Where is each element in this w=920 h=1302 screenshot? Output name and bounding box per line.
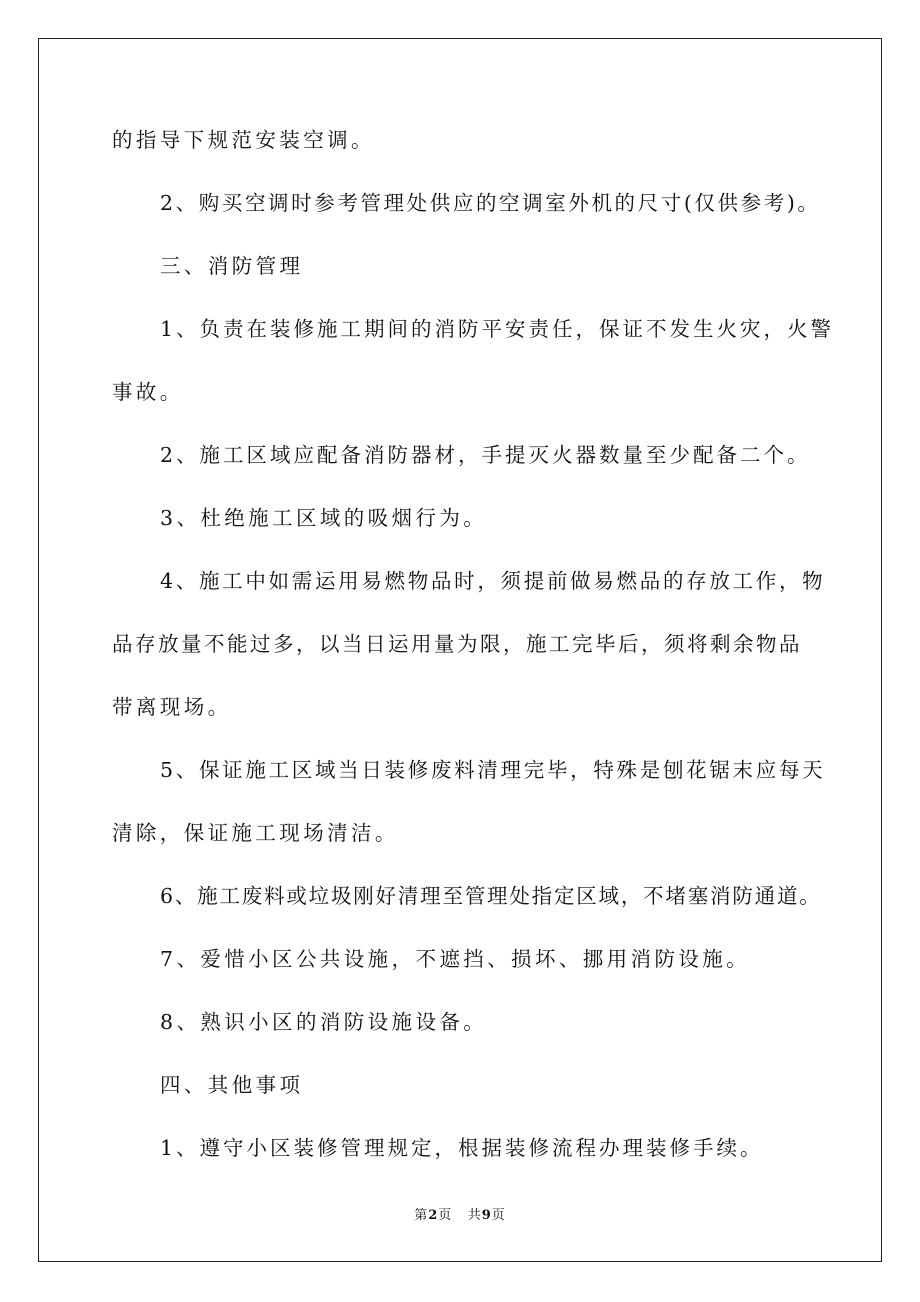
footer-current-page: 2 bbox=[428, 1208, 439, 1223]
text-line: 事故。 bbox=[112, 380, 184, 404]
footer-total-prefix: 共 bbox=[467, 1208, 482, 1223]
text-line: 清除，保证施工现场清洁。 bbox=[112, 821, 399, 845]
text-line: 3、杜绝施工区域的吸烟行为。 bbox=[160, 506, 488, 530]
page-footer bbox=[0, 1206, 920, 1226]
footer-page-unit: 页 bbox=[438, 1208, 453, 1223]
text-line: 5、保证施工区域当日装修废料清理完毕，特殊是刨花锯末应每天 bbox=[160, 758, 826, 782]
footer-total-pages: 9 bbox=[481, 1208, 492, 1223]
text-line: 2、购买空调时参考管理处供应的空调室外机的尺寸(仅供参考)。 bbox=[160, 191, 821, 215]
footer-total-unit: 页 bbox=[491, 1208, 506, 1223]
text-line: 2、施工区域应配备消防器材，手提灭火器数量至少配备二个。 bbox=[160, 443, 811, 467]
text-line: 6、施工废料或垃圾刚好清理至管理处指定区域，不堵塞消防通道。 bbox=[160, 884, 822, 908]
text-line: 的指导下规范安装空调。 bbox=[112, 128, 375, 152]
document-body bbox=[112, 120, 835, 1168]
text-line: 8、熟识小区的消防设施设备。 bbox=[160, 1010, 488, 1034]
text-line: 4、施工中如需运用易燃物品时，须提前做易燃品的存放工作，物 bbox=[160, 569, 826, 593]
section-heading: 三、消防管理 bbox=[160, 254, 304, 278]
footer-prefix: 第 bbox=[414, 1208, 429, 1223]
text-line: 带离现场。 bbox=[112, 695, 232, 719]
section-heading: 四、其他事项 bbox=[160, 1073, 304, 1097]
text-line: 品存放量不能过多，以当日运用量为限，施工完毕后，须将剩余物品 bbox=[112, 632, 802, 656]
text-line: 7、爱惜小区公共设施，不遮挡、损坏、挪用消防设施。 bbox=[160, 947, 751, 971]
text-line: 1、负责在装修施工期间的消防平安责任，保证不发生火灾，火警 bbox=[160, 317, 835, 341]
text-line: 1、遵守小区装修管理规定，根据装修流程办理装修手续。 bbox=[160, 1136, 764, 1160]
